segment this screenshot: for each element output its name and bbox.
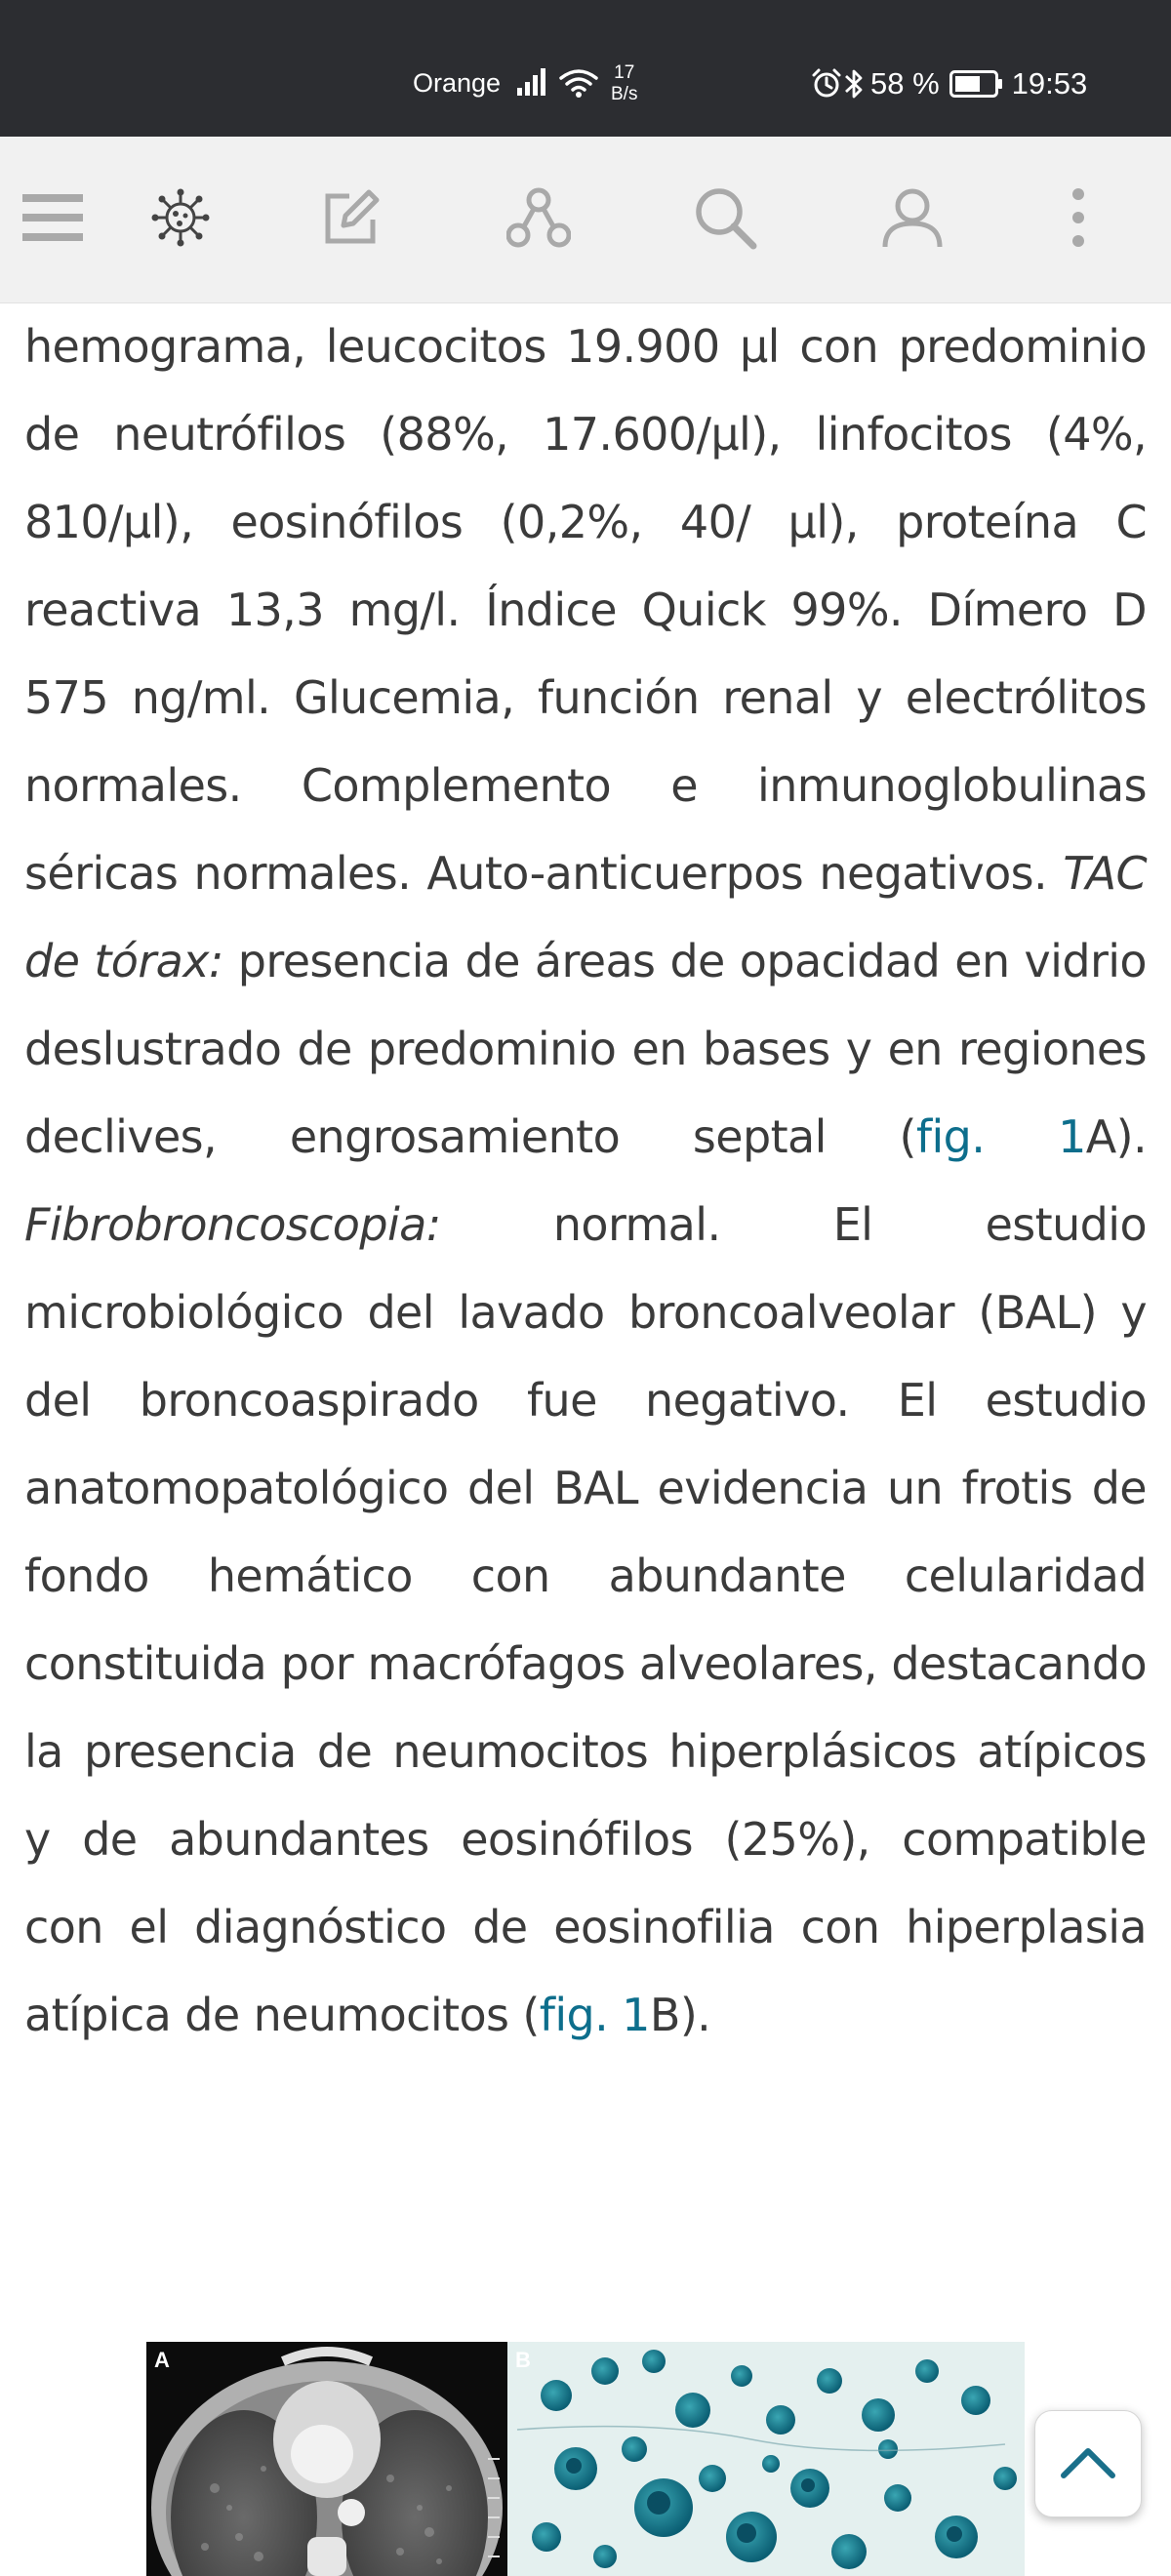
search-button[interactable] <box>671 137 779 302</box>
figure-1[interactable] <box>146 2342 1025 2576</box>
account-button[interactable] <box>859 137 966 302</box>
tac-label: TAC de tórax: <box>24 847 1147 987</box>
app-toolbar <box>0 137 1171 303</box>
figure-1-images <box>146 2342 1025 2576</box>
alarm-icon <box>810 67 843 101</box>
article-text-tac: presencia de áreas de opacidad en vidrio deslustrado de predominio en bases y en regiones declives, engrosamiento septal ( <box>24 935 1147 1163</box>
bluetooth-icon <box>843 67 865 101</box>
status-right-group <box>810 64 1087 103</box>
search-icon <box>693 185 757 254</box>
figure-panel-b-label: B <box>515 2348 531 2372</box>
share-icon <box>506 186 571 253</box>
share-button[interactable] <box>485 137 592 302</box>
edit-icon <box>320 186 383 253</box>
menu-button[interactable] <box>0 137 107 302</box>
menu-icon <box>22 188 85 251</box>
article-text-fig1b-end: B). <box>649 1989 711 2041</box>
article-text-blood-results: hemograma, leucocitos 19.900 µl con predominio de neutrófilos (88%, 17.600/µl), linfocitos (4%, 810/µl), eosinófilos (0,2%, 40/ µl), proteína C reactiva 13,3 mg/l. Índice Quick 99%. Dímero D 575 ng/ml. Glucemia, función renal y electrólitos normales. Complemento e inmunoglobulinas séricas normales. Auto-anticuerpos negativos. <box>24 320 1147 900</box>
data-speed <box>611 62 637 105</box>
journal-logo-button[interactable] <box>127 137 234 302</box>
article-body <box>24 302 1147 2059</box>
status-bar <box>0 0 1171 137</box>
figure-1b-link[interactable]: fig. 1 <box>539 1989 650 2041</box>
battery-icon <box>949 70 1004 98</box>
chevron-up-icon <box>1059 2442 1117 2485</box>
scroll-to-top-button[interactable] <box>1034 2410 1142 2517</box>
edit-button[interactable] <box>298 137 405 302</box>
article-text-fig1a-end: A). <box>1085 1110 1147 1163</box>
virus-logo-icon <box>149 186 212 253</box>
more-options-button[interactable] <box>1034 137 1122 302</box>
user-icon <box>881 186 944 253</box>
figure-panel-a-label: A <box>154 2348 170 2372</box>
carrier-name: Orange <box>413 68 502 98</box>
figure-panel-b-cytology <box>507 2342 1025 2576</box>
wifi-icon <box>558 66 599 102</box>
data-speed-unit: B/s <box>611 84 638 104</box>
data-speed-value: 17 <box>614 62 635 83</box>
more-vertical-icon <box>1069 186 1088 253</box>
clock: 19:53 <box>1011 66 1088 101</box>
figure-panel-a-ct-scan <box>146 2342 507 2576</box>
battery-percent: 58 % <box>870 66 940 101</box>
fibrobroncoscopia-label: Fibrobroncoscopia: <box>24 1198 441 1251</box>
figure-1a-link[interactable]: fig. 1 <box>915 1110 1086 1163</box>
article-text-bal: normal. El estudio microbiológico del lavado broncoalveolar (BAL) y del broncoaspirado fue negativo. El estudio anatomopatológico del BAL evidencia un frotis de fondo hemático con abundante celularidad constituida por macrófagos alveolares, destacando la presencia de neumocitos hiperplásicos atípicos y de abundantes eosinófilos (25%), compatible con el diagnóstico de eosinofilia con hiperplasia atípica de neumocitos ( <box>24 1198 1147 2041</box>
signal-strength-icon <box>517 64 552 101</box>
